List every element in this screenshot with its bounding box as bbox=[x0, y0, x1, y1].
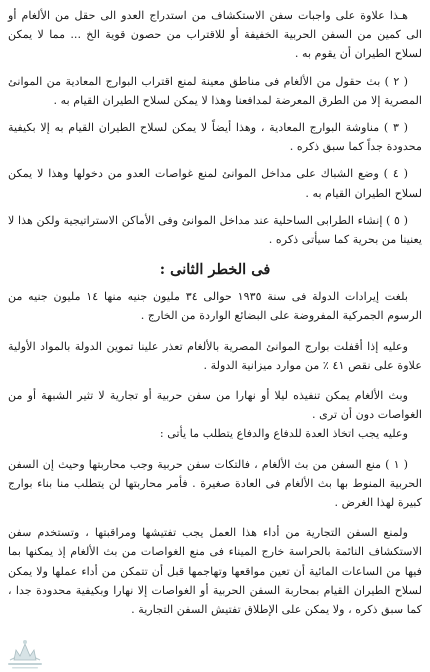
paragraph-intro: هـذا علاوة على واجبات سفن الاستكشاف من استدراج العدو الى حقل من الألغام أو الى كمين من السفن الحربية الخفيفة أو للاقتراب من حصون قوية الخ ... مما لا يمكن لسلاح الطيران أن يقوم به . bbox=[8, 9, 422, 61]
section-heading: فى الخطر الثانى : bbox=[159, 261, 271, 279]
paragraph-revenue: بلغت إيرادات الدولة فى سنة ١٩٣٥ حوالى ٣٤ مليون جنيه منها ١٤ مليون جنيه من الرسوم الجمركية المفروضة على البضائع الواردة من الخارج . bbox=[8, 290, 422, 323]
paragraph-merchant-ships: ولمنع السفن التجارية من أداء هذا العمل يجب تفتيشها ومراقبتها ، وتستخدم سفن الاستكشاف النائمة بالحراسة خارج الميناء فى منع الغواصات من بث الألغام إذ يمكنها بما فيها من الساعات المائية أن تعين مواقعها وتهاجمها قبل أن تتمكن من أداء عملها ولا يمكن لسلاح الطيران القيام بمحاربة السفن الحربية أو الغواصات إلا نهارا وبكيفية محدودة جدا ، كما سبق ذكره ، ولا يمكن على الإطلاق تفتيش السفن التجارية . bbox=[8, 526, 422, 617]
paragraph-consequence: وعليه إذا أقفلت بوارج الموانئ المصرية بالألغام تعذر علينا تموين الدولة بالمواد الأولية علاوة على نقص ٤١ ٪ من موارد ميزانية الدولة . bbox=[8, 339, 422, 372]
paragraph-item-5: ( ٥ ) إنشاء الطرابى الساحلية عند مداخل الموانئ وفى الأماكن الاستراتيجية ولكن هذا لا يعنينا من بحرية كما سيأتى ذكره . bbox=[8, 213, 422, 247]
paragraph-mine-laying: وبث الألغام يمكن تنفيذه ليلا أو نهارا من سفن حربية أو تجارية لا تثير الشبهة أو من الغواصات دون أن ترى . bbox=[8, 389, 422, 422]
paragraph-defense-intro: وعليه يجب اتخاذ العدة للدفاع والدفاع يتطلب ما يأتى : bbox=[159, 427, 408, 441]
library-seal-icon bbox=[2, 630, 48, 670]
paragraph-defense-item-1: ( ١ ) منع السفن من بث الألغام ، فالتكات سفن حربية وجب محاربتها وحيث إن السفن الحربية المنوط بها بث الألغام فى العادة صغيرة . فأمر محاربتها لن يتطلب منا بناء بوارج كبيرة لهذا الغرض . bbox=[8, 457, 422, 510]
paragraph-item-4: ( ٤ ) وضع الشباك على مداخل الموانئ لمنع غواصات العدو من دخولها وهذا لا يمكن لسلاح الطيران القيام به . bbox=[8, 167, 422, 200]
paragraph-item-3: ( ٣ ) مناوشة البوارج المعادية ، وهذا أيضاً لا يمكن لسلاح الطيران القيام به إلا بكيفية محدودة جداً كما سبق ذكره . bbox=[8, 121, 422, 154]
document-page bbox=[8, 6, 422, 668]
paragraph-item-2: ( ٢ ) بث حقول من الألغام فى مناطق معينة لمنع اقتراب البوارج المعادية من الموانئ المصرية إلا من الطرق المعرضة لمدافعنا وهذا لا يمكن لسلاح الطيران القيام به . bbox=[8, 74, 422, 107]
